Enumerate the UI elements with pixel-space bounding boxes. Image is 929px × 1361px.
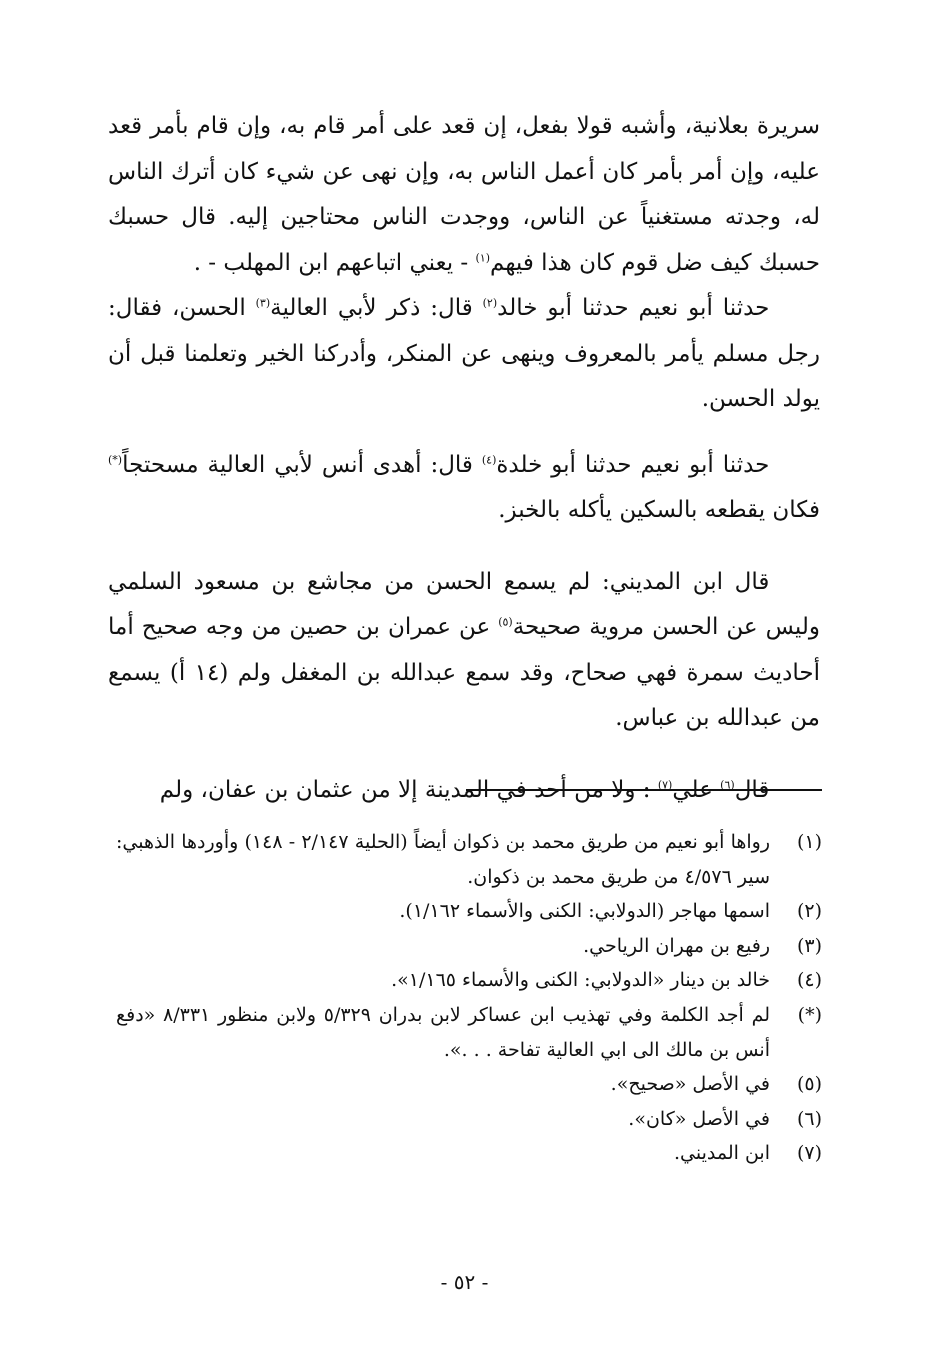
footnote-6 xyxy=(116,1102,822,1137)
footnote-number: (٧) xyxy=(796,1142,822,1165)
footnote-text: لم أجد الكلمة وفي تهذيب ابن عساكر لابن بدران ٥/٣٢٩ ولابن منظور ٨/٣٣١ «دفع أنس بن مالك الى ابي العالية تفاحة . . .». xyxy=(116,1003,771,1061)
paragraph-4-text-a: قال ابن المديني: لم يسمع الحسن من مجاشع بن مسعود السلمي وليس عن الحسن مروية صحيحة xyxy=(108,568,820,640)
footnote-2 xyxy=(116,894,822,929)
main-text xyxy=(108,104,820,813)
paragraph-5-text-c: : ولا من أحد في المدينة إلا من عثمان بن عفان، ولم xyxy=(159,776,658,803)
footnote-ref-star: (*) xyxy=(108,452,123,466)
paragraph-3-text-a: حدثنا أبو نعيم حدثنا أبو خلدة xyxy=(496,451,770,478)
footnote-number: (٥) xyxy=(796,1073,822,1096)
footnote-text: رفيع بن مهران الرياحي. xyxy=(583,934,770,957)
footnote-text: خالد بن دينار «الدولابي: الكنى والأسماء ١/١٦٥». xyxy=(391,969,770,992)
footnote-number: (١) xyxy=(796,831,822,853)
page-number: - ٥٢ - xyxy=(440,1270,489,1294)
footnote-text: ابن المديني. xyxy=(674,1142,770,1165)
footnote-ref-2: (٢) xyxy=(482,296,498,310)
paragraph-1 xyxy=(108,104,820,286)
paragraph-2-text-c: الحسن، فقال: رجل مسلم يأمر بالمعروف وينهى عن المنكر، وأدركنا الخير وتعلمنا قبل أن يولد الحسن. xyxy=(108,295,820,412)
footnote-4 xyxy=(116,963,822,998)
paragraph-1-text: سريرة بعلانية، وأشبه قولا بفعل، إن قعد على أمر قام به، وإن قام بأمر قعد عليه، وإن أمر بأمر كان أعمل الناس به، وإن نهى عن شيء كان أترك الناس له، وجدته مستغنياً عن الناس، ووجدت الناس محتاجين إليه. قال حسبك حسبك كيف ضل قوم كان هذا فيهم xyxy=(108,113,820,276)
footnote-3 xyxy=(116,929,822,964)
footnote-star xyxy=(116,998,822,1067)
footnote-number: (٤) xyxy=(796,969,822,992)
footnotes xyxy=(116,825,822,1171)
footnote-number: (*) xyxy=(797,1003,822,1026)
footnote-ref-5: (٥) xyxy=(498,615,513,629)
footnote-separator xyxy=(466,789,822,791)
footnote-text: اسمها مهاجر (الدولابي: الكنى والأسماء ١/١٦٢). xyxy=(399,900,770,923)
footnote-ref-4: (٤) xyxy=(481,452,497,466)
footnote-1 xyxy=(116,825,822,894)
footnote-7 xyxy=(116,1136,822,1171)
footnote-text: رواها أبو نعيم من طريق محمد بن ذكوان أيضاً (الحلية ٢/١٤٧ - ١٤٨) وأوردها الذهبي: سير ٤/٥٧٦ من طريق محمد بن ذكوان. xyxy=(116,831,771,888)
paragraph-2-text-b: قال: ذكر لأبي العالية xyxy=(270,295,483,321)
paragraph-1-end: - يعني اتباعهم ابن المهلب - . xyxy=(193,249,476,276)
paragraph-2-text-a: حدثنا أبو نعيم حدثنا أبو خالد xyxy=(497,295,770,321)
footnote-ref-7: (٧) xyxy=(657,777,673,791)
paragraph-5-text-b: علي xyxy=(672,776,721,803)
footnote-number: (٣) xyxy=(796,934,822,957)
footnote-ref-6: (٦) xyxy=(720,777,735,791)
paragraph-2 xyxy=(108,286,820,423)
paragraph-3-text-b: قال: أهدى أنس لأبي العالية مسحتجاً xyxy=(122,451,482,478)
footnote-5 xyxy=(116,1067,822,1102)
paragraph-4 xyxy=(108,560,820,742)
footnote-number: (٢) xyxy=(796,900,822,923)
footnote-ref-3: (٣) xyxy=(255,296,271,310)
paragraph-4-text-b: عن عمران بن حصين من وجه صحيح أما أحاديث سمرة فهي صحاح، وقد سمع عبدالله بن المغفل ولم (١٤ أ) يسمع من عبدالله بن عباس. xyxy=(108,614,820,731)
footnote-text: في الأصل «كان». xyxy=(628,1107,770,1130)
footnote-ref-1: (١) xyxy=(475,250,491,264)
paragraph-5-text-a: قال xyxy=(734,776,770,803)
footnote-number: (٦) xyxy=(796,1107,822,1130)
paragraph-3 xyxy=(108,443,820,534)
paragraph-3-text-c: فكان يقطعه بالسكين يأكله بالخبز. xyxy=(498,497,820,523)
footnote-text: في الأصل «صحيح». xyxy=(610,1073,770,1096)
